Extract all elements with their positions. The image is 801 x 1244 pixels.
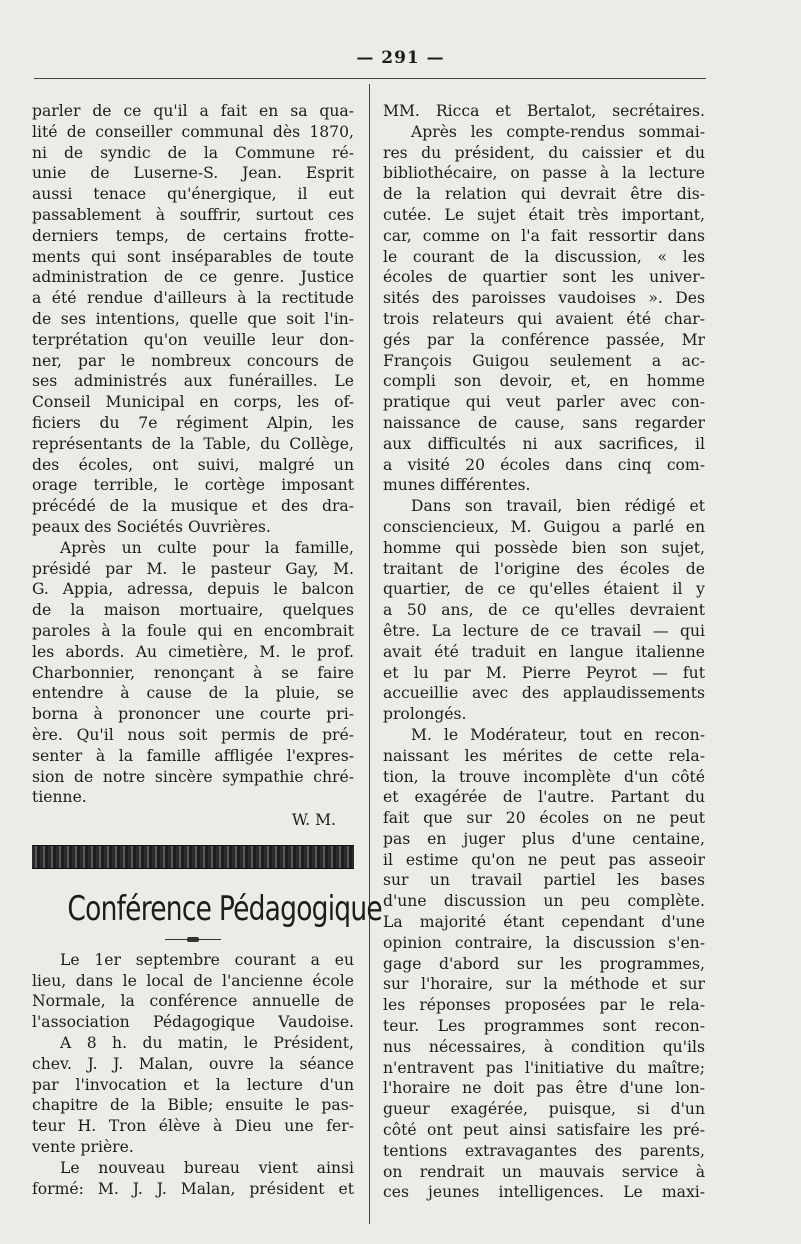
text-line: il estime qu'on ne peut pas asseoir <box>383 850 705 869</box>
text-line: borna à prononcer une courte pri- <box>32 705 354 724</box>
text-line: et lu par M. Pierre Peyrot — fut <box>383 663 705 682</box>
text-line: ficiers du 7e régiment Alpin, les <box>32 413 354 432</box>
title-ornament <box>165 939 221 940</box>
text-line: chev. J. J. Malan, ouvre la séance <box>32 1054 354 1073</box>
text-line: sion de notre sincère sympathie chré- <box>32 767 354 786</box>
text-line: Après un culte pour la famille, <box>60 538 354 557</box>
text-line: ni de syndic de la Commune ré- <box>32 143 354 162</box>
text-line: bibliothécaire, on passe à la lecture <box>383 164 705 183</box>
text-line: cutée. Le sujet était très important, <box>383 205 705 224</box>
text-line: tion, la trouve incomplète d'un côté <box>383 767 705 786</box>
section-text <box>32 950 354 1200</box>
text-line: les abords. Au cimetière, M. le prof. <box>32 642 354 661</box>
text-line: Après les compte-rendus sommai- <box>411 122 705 141</box>
text-line: trois relateurs qui avaient été char- <box>383 309 705 328</box>
text-line: par l'invocation et la lecture d'un <box>32 1075 354 1094</box>
right-column-text <box>383 101 705 1203</box>
text-line: d'une discussion un peu complète. <box>383 892 705 911</box>
text-line: Le 1er septembre courant a eu <box>60 950 354 969</box>
page-number: — 291 — <box>356 48 445 68</box>
text-line: nus nécessaires, à condition qu'ils <box>383 1037 705 1056</box>
text-line: res du président, du caissier et du <box>383 143 705 162</box>
text-line: Dans son travail, bien rédigé et <box>411 497 705 516</box>
text-line: M. le Modérateur, tout en recon- <box>411 725 705 744</box>
section-title: Conférence Pédagogique <box>67 888 382 929</box>
text-line: pratique qui veut parler avec con- <box>383 393 705 412</box>
header-rule <box>34 78 706 79</box>
text-line: Conseil Municipal en corps, les of- <box>32 393 354 412</box>
text-line: A 8 h. du matin, le Président, <box>60 1034 354 1053</box>
text-line: des écoles, ont suivi, malgré un <box>32 455 354 474</box>
text-line: et exagérée de l'autre. Partant du <box>383 788 705 807</box>
text-line: lité de conseiller communal dès 1870, <box>32 122 354 141</box>
text-line: sur l'horaire, sur la méthode et sur <box>383 975 705 994</box>
text-line: n'entravent pas l'initiative du maître; <box>383 1058 705 1077</box>
text-line: orage terrible, le cortège imposant <box>32 476 354 495</box>
text-line: précédé de la musique et des dra- <box>32 497 354 516</box>
text-line: a 50 ans, de ce qu'elles devraient <box>383 601 705 620</box>
text-line: de ses intentions, quelle que soit l'in- <box>32 309 354 328</box>
text-line: ments qui sont inséparables de toute <box>32 247 354 266</box>
text-line: de la maison mortuaire, quelques <box>32 601 354 620</box>
text-line: sur un travail partiel les bases <box>383 871 705 890</box>
text-line: opinion contraire, la discussion s'en- <box>383 933 705 952</box>
text-line: G. Appia, adressa, depuis le balcon <box>32 580 354 599</box>
text-line: on rendrait un mauvais service à <box>383 1162 705 1181</box>
text-line: parler de ce qu'il a fait en sa qua- <box>32 102 354 120</box>
text-line: prolongés. <box>383 705 467 724</box>
text-line: passablement à souffrir, surtout ces <box>32 205 354 224</box>
text-line: compli son devoir, et, en homme <box>383 372 705 391</box>
text-line: ner, par le nombreux concours de <box>32 351 354 370</box>
text-line: aux difficultés ni aux sacrifices, il <box>383 434 705 453</box>
text-line: tentions extravagantes des parents, <box>383 1141 705 1160</box>
text-line: présidé par M. le pasteur Gay, M. <box>32 559 354 578</box>
text-line: ère. Qu'il nous soit permis de pré- <box>32 725 354 744</box>
text-line: naissant les mérites de cette rela- <box>383 746 705 765</box>
text-line: de la relation qui devrait être dis- <box>383 185 705 204</box>
text-line: senter à la famille affligée l'expres- <box>32 746 354 765</box>
text-line: côté ont peut ainsi satisfaire les pré- <box>383 1121 705 1140</box>
signature: W. M. <box>291 811 336 830</box>
text-line: Le nouveau bureau vient ainsi <box>60 1158 354 1177</box>
text-line: être. La lecture de ce travail — qui <box>383 621 705 640</box>
text-line: peaux des Sociétés Ouvrières. <box>32 517 271 536</box>
text-line: car, comme on l'a fait ressortir dans <box>383 226 705 245</box>
text-line: accueillie avec des applaudissements <box>383 684 705 703</box>
text-line: vente prière. <box>32 1138 134 1157</box>
text-line: Charbonnier, renonçant à se faire <box>32 663 354 682</box>
text-line: gueur exagérée, puisque, si d'un <box>383 1100 705 1119</box>
text-line: paroles à la foule qui en encombrait <box>32 621 354 640</box>
text-line: lieu, dans le local de l'ancienne école <box>32 971 354 990</box>
text-line: Normale, la conférence annuelle de <box>32 992 354 1011</box>
left-column <box>32 101 382 1199</box>
text-line: formé: M. J. J. Malan, président et <box>32 1179 354 1198</box>
text-line: a été rendue d'ailleurs à la rectitude <box>32 289 354 308</box>
text-line: terprétation qu'on veuille leur don- <box>32 330 354 349</box>
right-column <box>383 101 705 1203</box>
text-line: a visité 20 écoles dans cinq com- <box>383 455 705 474</box>
text-line: teur. Les programmes sont recon- <box>383 1017 705 1036</box>
text-line: aussi tenace qu'énergique, il eut <box>32 185 354 204</box>
text-line: consciencieux, M. Guigou a parlé en <box>383 517 705 536</box>
text-line: chapitre de la Bible; ensuite le pas- <box>32 1096 354 1115</box>
text-line: fait que sur 20 écoles on ne peut <box>383 809 705 828</box>
text-line: entendre à cause de la pluie, se <box>32 684 354 703</box>
text-line: teur H. Tron élève à Dieu une fer- <box>32 1117 354 1136</box>
text-line: tienne. <box>32 788 87 807</box>
text-line: MM. Ricca et Bertalot, secrétaires. <box>383 102 705 120</box>
text-line: ces jeunes intelligences. Le maxi- <box>383 1183 705 1202</box>
text-line: ses administrés aux funérailles. Le <box>32 372 354 391</box>
text-line: gés par la conférence passée, Mr <box>383 330 705 349</box>
ornament-bar <box>32 845 354 869</box>
column-divider <box>369 84 370 1224</box>
text-line: l'horaire ne doit pas être d'une lon- <box>383 1079 705 1098</box>
text-line: François Guigou seulement a ac- <box>383 351 705 370</box>
text-line: derniers temps, de certains frotte- <box>32 226 354 245</box>
text-line: quartier, de ce qu'elles étaient il y <box>383 580 705 599</box>
text-line: le courant de la discussion, « les <box>383 247 705 266</box>
text-line: avait été traduit en langue italienne <box>383 642 705 661</box>
text-line: écoles de quartier sont les univer- <box>383 268 705 287</box>
text-line: unie de Luserne-S. Jean. Esprit <box>32 164 354 183</box>
text-line: administration de ce genre. Justice <box>32 268 354 287</box>
text-line: pas en juger plus d'une centaine, <box>383 829 705 848</box>
text-line: traitant de l'origine des écoles de <box>383 559 705 578</box>
text-line: représentants de la Table, du Collège, <box>32 434 354 453</box>
left-column-text <box>32 101 354 808</box>
text-line: gage d'abord sur les programmes, <box>383 954 705 973</box>
text-line: naissance de cause, sans regarder <box>383 413 705 432</box>
text-line: l'association Pédagogique Vaudoise. <box>32 1013 354 1032</box>
text-line: La majorité étant cependant d'une <box>383 913 705 932</box>
text-line: les réponses proposées par le rela- <box>383 996 705 1015</box>
text-line: munes différentes. <box>383 476 531 495</box>
text-line: sités des paroisses vaudoises ». Des <box>383 289 705 308</box>
text-line: homme qui possède bien son sujet, <box>383 538 705 557</box>
